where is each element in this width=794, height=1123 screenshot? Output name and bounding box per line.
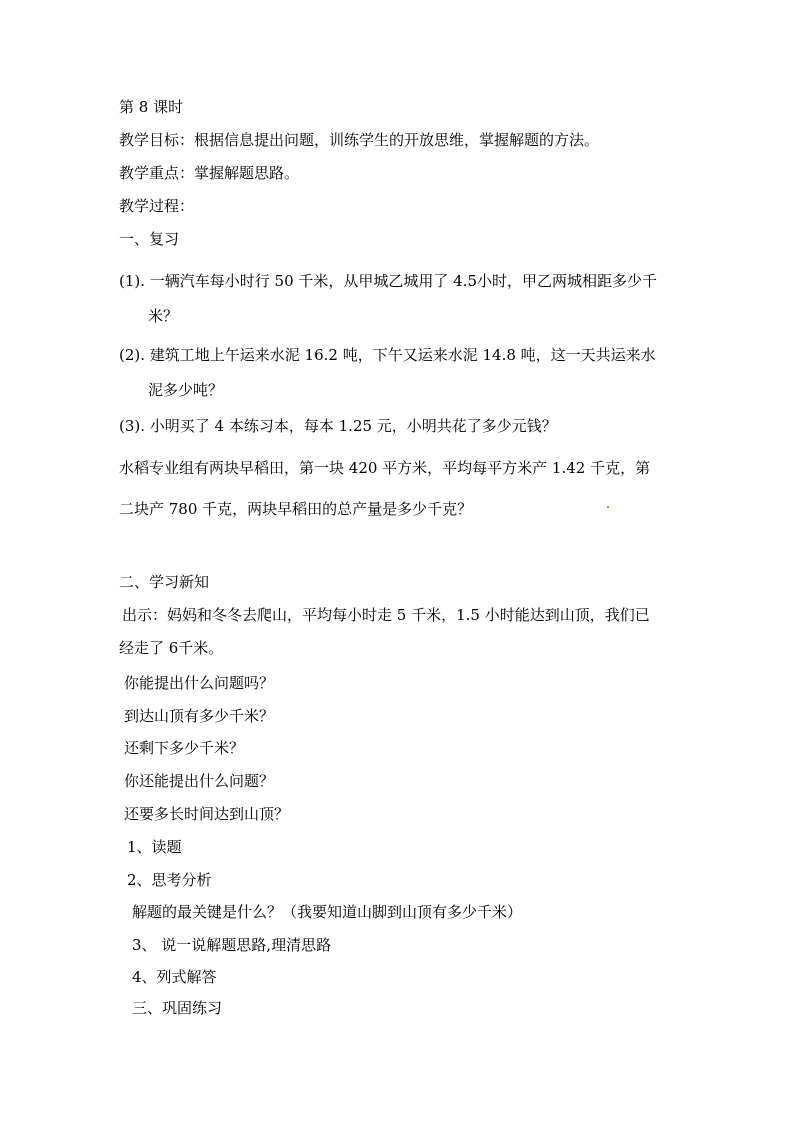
step-3: 3、 说一说解题思路,理清思路	[132, 936, 332, 954]
stray-dot	[607, 506, 609, 508]
teaching-focus: 教学重点：掌握解题思路。	[119, 164, 300, 182]
review-item-3: (3). 小明买了 4 本练习本，每本 1.25 元，小明共花了多少元钱？	[119, 417, 557, 435]
question-3: 还剩下多少千米？	[124, 739, 245, 757]
review-item-1-line2: 米？	[148, 307, 179, 325]
review-heading: 一、复习	[119, 230, 180, 248]
teaching-process-label: 教学过程：	[119, 197, 195, 215]
step-1: 1、读题	[127, 838, 182, 856]
question-2: 到达山顶有多少千米？	[124, 707, 275, 725]
show-problem-line1: 出示：妈妈和冬冬去爬山，平均每小时走 5 千米，1.5 小时能达到山顶，我们已	[122, 606, 650, 624]
review-item-2-line2: 泥多少吨？	[148, 381, 224, 399]
step-2: 2、思考分析	[127, 871, 212, 889]
review-item-1-line1: (1). 一辆汽车每小时行 50 千米，从甲城乙城用了 4.5小时，甲乙两城相距多少千	[119, 272, 658, 290]
question-1: 你能提出什么问题吗？	[124, 674, 275, 692]
review-item-2-line1: (2). 建筑工地上午运来水泥 16.2 吨，下午又运来水泥 14.8 吨，这一天共运来水	[119, 346, 656, 364]
lesson-title: 第 8 课时	[119, 98, 184, 116]
teaching-objective: 教学目标：根据信息提出问题，训练学生的开放思维，掌握解题的方法。	[119, 131, 600, 149]
question-5: 还要多长时间达到山顶？	[124, 805, 290, 823]
step-4: 4、列式解答	[132, 968, 217, 986]
question-4: 你还能提出什么问题？	[124, 772, 275, 790]
rice-problem-line2: 二块产 780 千克，两块早稻田的总产量是多少千克？	[119, 500, 473, 518]
new-knowledge-heading: 二、学习新知	[119, 573, 210, 591]
practice-heading: 三、巩固练习	[132, 999, 223, 1017]
rice-problem-line1: 水稻专业组有两块早稻田，第一块 420 平方米，平均每平方米产 1.42 千克，第	[119, 459, 651, 477]
step-2-detail: 解题的最关键是什么？（我要知道山脚到山顶有多少千米）	[132, 903, 523, 921]
show-problem-line2: 经走了 6千米。	[119, 639, 224, 657]
